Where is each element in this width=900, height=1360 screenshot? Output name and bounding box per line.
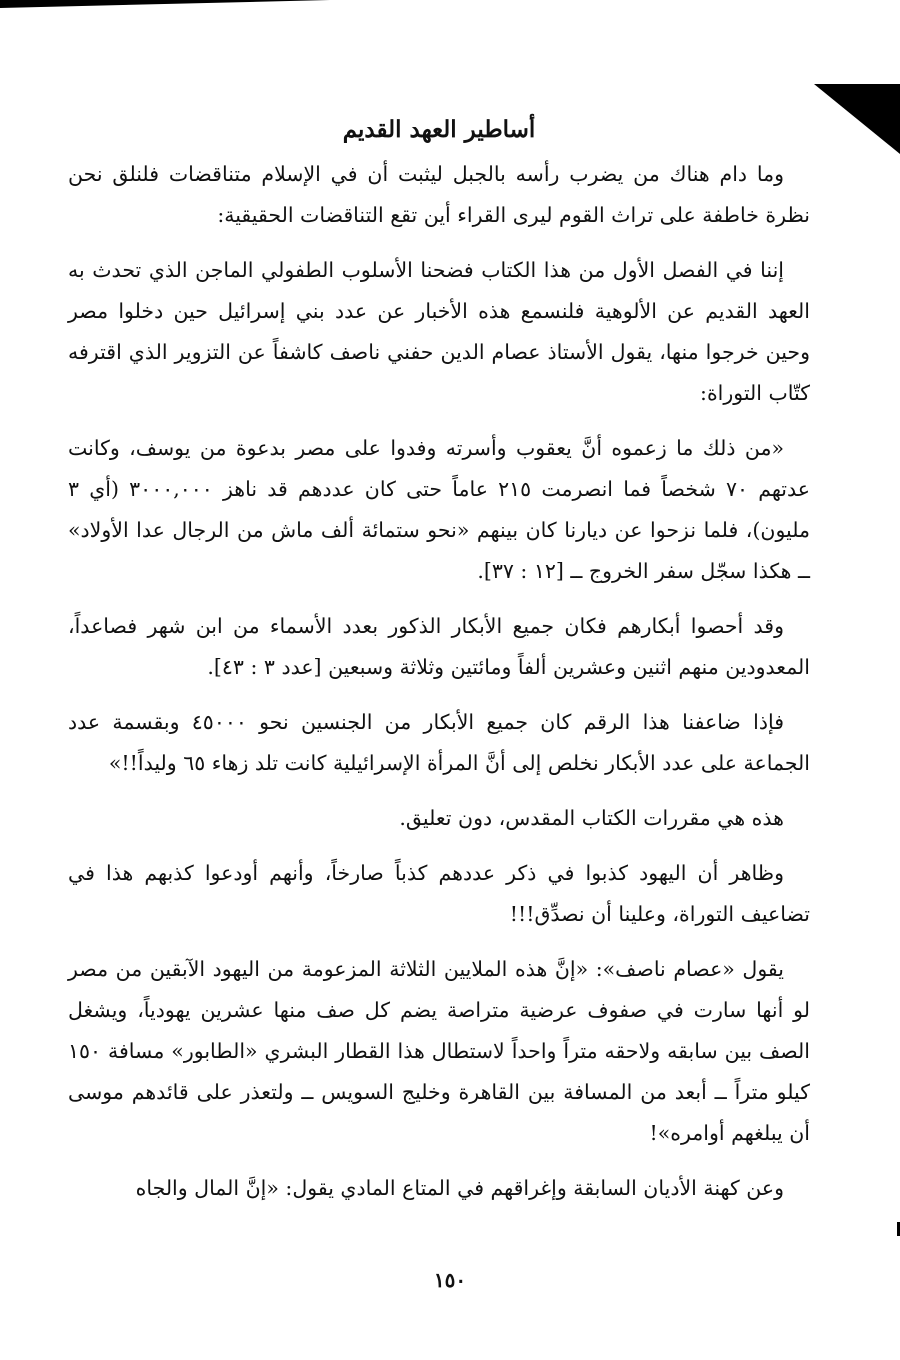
scan-corner-mark-top [0, 0, 330, 8]
paragraph-6: وعن كهنة الأديان السابقة وإغراقهم في المتاع المادي يقول: «إنَّ المال والجاه [135, 1176, 784, 1200]
paragraph-3: هذه هي مقررات الكتاب المقدس، دون تعليق. [399, 806, 784, 830]
quote-paragraph-1: «من ذلك ما زعموه أنَّ يعقوب وأسرته وفدوا على مصر بدعوة من يوسف، وكانت عدتهم ٧٠ شخصاً فما انصرمت ٢١٥ عاماً حتى كان عددهم قد ناهز ٣٠٠٠,٠٠٠ (أي ٣ مليون)، فلما نزحوا عن ديارنا كان بينهم «نحو ستمائة ألف ماش من الرجال عدا الأولاد» ــ هكذا سجّل سفر الخروج ــ [١٢ : ٣٧]. [68, 436, 810, 583]
quote-paragraph-2: وقد أحصوا أبكارهم فكان جميع الأبكار الذكور بعدد الأسماء من ابن شهر فصاعداً، المعدودين منهم اثنين وعشرين ألفاً ومائتين وثلاثة وسبعين [عدد ٣ : ٤٣]. [68, 614, 810, 679]
page-title: أساطير العهد القديم [342, 116, 536, 143]
paragraph-4: وظاهر أن اليهود كذبوا في ذكر عددهم كذباً صارخاً، وأنهم أودعوا كذبهم هذا في تضاعيف التوراة، وعلينا أن نصدِّق!!! [68, 861, 810, 926]
page-number: ١٥٠ [433, 1268, 467, 1292]
scan-corner-mark-right [814, 84, 900, 154]
page-body [68, 110, 810, 1223]
paragraph-2: إننا في الفصل الأول من هذا الكتاب فضحنا الأسلوب الطفولي الماجن الذي تحدث به العهد القديم عن الألوهية فلنسمع هذه الأخبار عن عدد بني إسرائيل حين دخلوا مصر وحين خرجوا منها، يقول الأستاذ عصام الدين حفني ناصف كاشفاً عن التزوير الذي اقترفه كتّاب التوراة: [68, 258, 810, 405]
quote-paragraph-3: فإذا ضاعفنا هذا الرقم كان جميع الأبكار من الجنسين نحو ٤٥٠٠٠ وبقسمة عدد الجماعة على عدد الأبكار نخلص إلى أنَّ المرأة الإسرائيلية كانت تلد زهاء ٦٥ وليداً!!» [68, 710, 810, 775]
paragraph-5: يقول «عصام ناصف»: «إنَّ هذه الملايين الثلاثة المزعومة من اليهود الآبقين من مصر لو أنها سارت في صفوف عرضية متراصة يضم كل صف منها عشرين يهودياً، ويشغل الصف بين سابقه ولاحقه متراً واحداً لاستطال هذا القطار البشري «الطابور» مسافة ١٥٠ كيلو متراً ــ أبعد من المسافة بين القاهرة وخليج السويس ــ ولتعذر على قائدهم موسى أن يبلغهم أوامره»! [68, 957, 810, 1145]
paragraph-1: وما دام هناك من يضرب رأسه بالجبل ليثبت أن في الإسلام متناقضات فلنلق نحن نظرة خاطفة على تراث القوم ليرى القراء أين تقع التناقضات الحقيقية: [68, 162, 810, 227]
